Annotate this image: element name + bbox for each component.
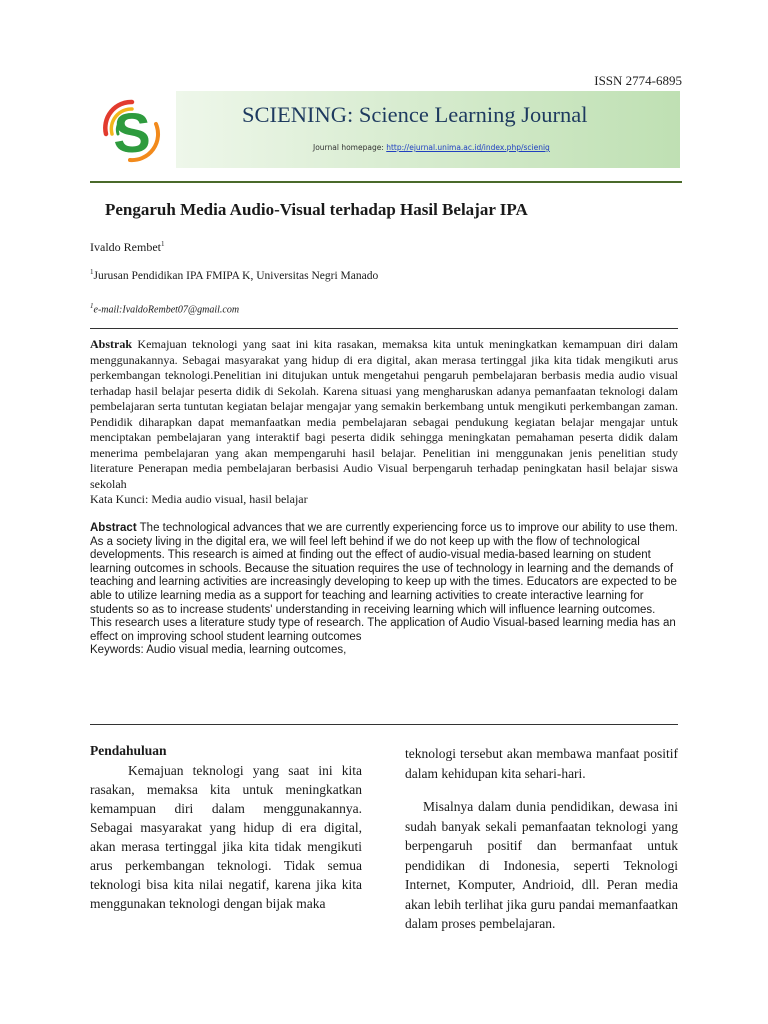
author-superscript: 1: [160, 240, 165, 248]
email-superscript: 1: [90, 302, 94, 310]
journal-title: SCIENING: Science Learning Journal: [242, 102, 588, 127]
author-name: [90, 240, 164, 255]
author-name-text: Ivaldo Rembet: [90, 240, 161, 254]
abstract-en-label: Abstract: [90, 522, 137, 534]
author-email: [90, 302, 239, 315]
issn-number: ISSN 2774-6895: [594, 73, 682, 88]
author-affiliation: [90, 268, 378, 282]
abstract-bottom-divider: [90, 724, 678, 725]
right-paragraph-2: Misalnya dalam dunia pendidikan, dewasa ini sudah banyak sekali pemanfaatan teknologi yang berpengaruh positif dan bermanfaat untuk pendidikan di Indonesia, seperti Teknologi Internet, Komputer, Andrioid, dll. Peran media akan lebih terlihat jika guru pandai memanfaatkan dalam proses pembelajaran.: [405, 799, 678, 931]
journal-logo-icon: [98, 94, 164, 166]
abstract-id-text: Kemajuan teknologi yang saat ini kita rasakan, memaksa kita untuk meningkatkan kemampuan diri dalam menggunakannya. Sebagai masyarakat yang hidup di era digital, akan merasa tertinggal jika kita tidak mengikuti arus perkembangan teknologi.Penelitian ini ditujukan untuk mengetahui pengaruh pembelajaran berbasis media audio visual terhadap hasil belajar peserta didik di Sekolah. Karena situasi yang mengharuskan adanya pemanfaatan teknologi dalam pembelajaran serta tuntutan kegiatan belajar mengajar yang semakin berkembang untuk mengikuti perkembangan zaman. Pendidik diharapkan dapat memanfaatkan media pembelajaran sebagai pendukung kegiatan belajar mengajar untuk menciptakan pembelajaran yang interaktif bagi peserta didik sehingga meningkatan pemahaman peserta didik dalam menerima pembelajaran yang akan mempengaruhi hasil belajar. Penelitian ini menggunakan jenis penelitian study literature Penerapan media pembelajaran berbasisi Audio Visual berpengaruh terhadap peningkatan hasil belajar siswa sekolah: [90, 337, 678, 491]
left-paragraph: Kemajuan teknologi yang saat ini kita rasakan, memaksa kita untuk meningkatkan kemampuan diri dalam menggunakannya. Sebagai masyarakat yang hidup di era digital, akan merasa tertinggal jika kita tidak mengikuti arus perkembangan teknologi. Tidak semua teknologi bisa kita nilai negatif, karena jika kita menggunakan teknologi dengan bijak maka: [90, 763, 362, 911]
body-right-column: [405, 744, 678, 934]
abstract-indonesian: [90, 337, 678, 508]
abstract-id-label: Abstrak: [90, 337, 133, 351]
abstract-en-text: The technological advances that we are currently experiencing force us to improve our ability to use them. As a society living in the digital era, we will feel left behind if we do not keep up with the flow of technological developments. This research is aimed at finding out the effect of audio-visual media-based learning on student learning outcomes in schools. Because the situation requires the use of technology in learning and the demands of teaching and learning activities are increasingly developing to keep up with the times. Educators are expected to be able to utilize learning media as a support for teaching and learning activities to create interactive learning for students so as to increase students' understanding in receiving learning which will influence learning outcomes. This research uses a literature study type of research. The application of Audio Visual-based learning media has an effect on improving school student learning outcomes: [90, 522, 678, 643]
abstract-id-keywords: Kata Kunci: Media audio visual, hasil belajar: [90, 492, 308, 506]
affiliation-text: Jurusan Pendidikan IPA FMIPA K, Universitas Negri Manado: [93, 269, 379, 282]
abstract-english: [90, 522, 678, 658]
homepage-link[interactable]: http://ejurnal.unima.ac.id/index.php/scienig: [386, 143, 550, 152]
header-divider: [90, 181, 682, 183]
body-left-column: [90, 741, 362, 913]
email-text: e-mail:IvaldoRembet07@gmail.com: [93, 304, 240, 316]
abstract-en-keywords: Keywords: Audio visual media, learning outcomes,: [90, 644, 347, 657]
logo-letter: S: [113, 101, 151, 164]
section-heading: Pendahuluan: [90, 743, 167, 758]
journal-homepage: [313, 143, 550, 152]
article-title: Pengaruh Media Audio-Visual terhadap Hasil Belajar IPA: [105, 200, 528, 219]
right-paragraph-1: teknologi tersebut akan membawa manfaat positif dalam kehidupan kita sehari-hari.: [405, 746, 678, 781]
affiliation-superscript: 1: [90, 268, 94, 276]
abstract-top-divider: [90, 328, 678, 329]
homepage-label: Journal homepage:: [313, 143, 387, 152]
journal-banner: [176, 91, 680, 168]
